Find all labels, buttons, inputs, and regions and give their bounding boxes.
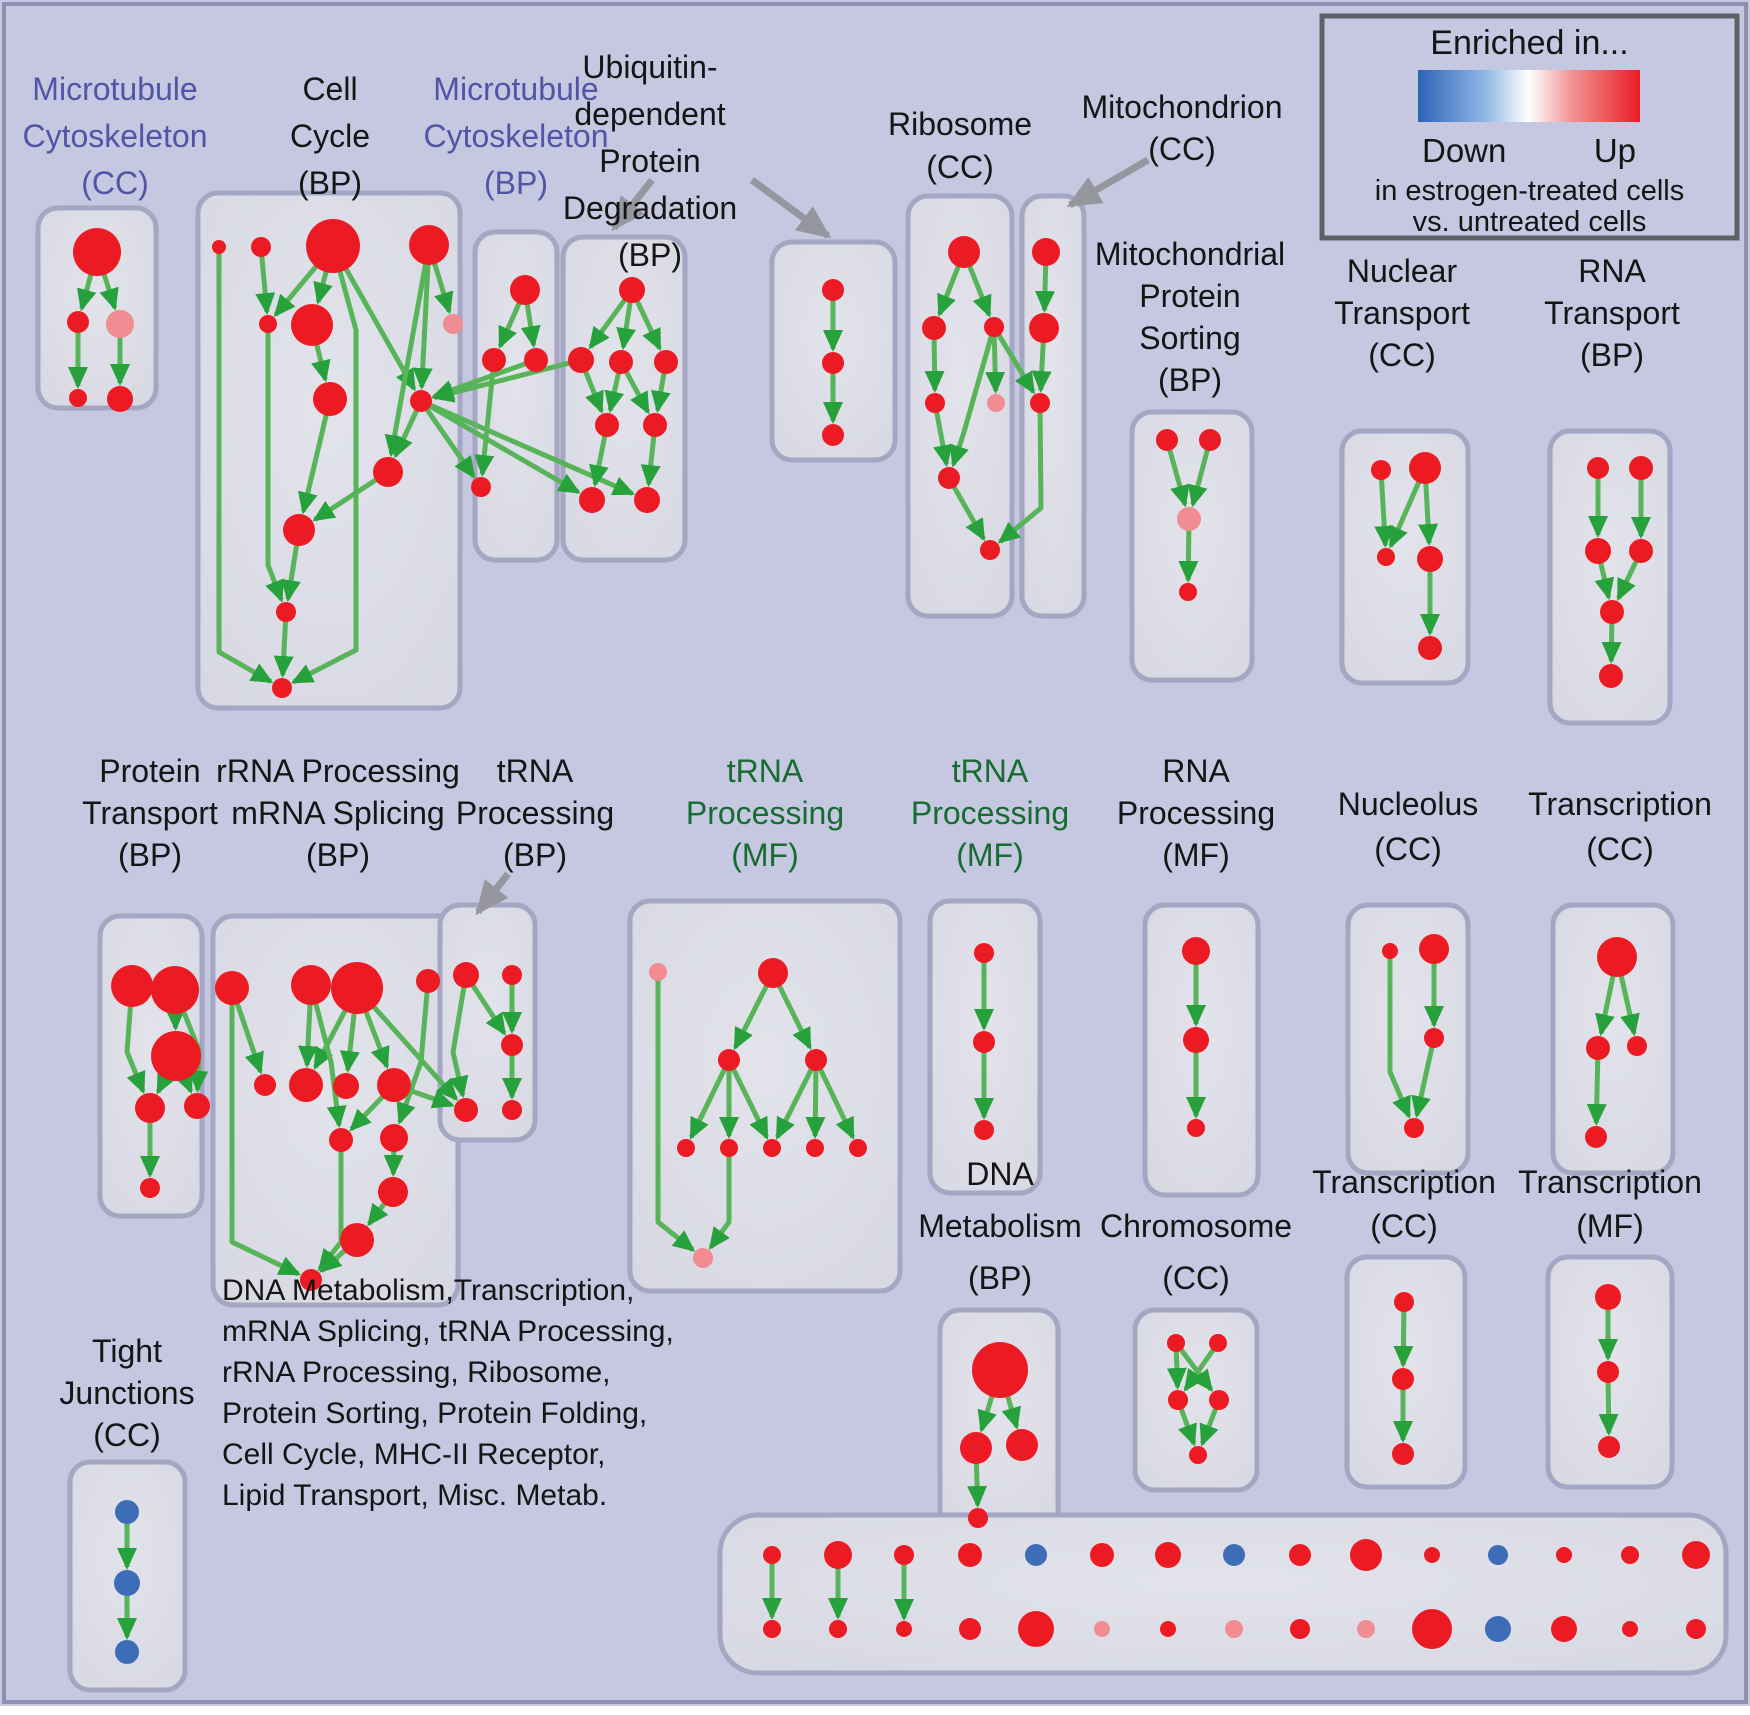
node-u2b [822, 352, 844, 374]
node-cc3 [306, 219, 360, 273]
node-mt2 [1029, 313, 1059, 343]
node-cc6 [291, 304, 333, 346]
edge-mt2-mt3 [1041, 342, 1044, 390]
node-mt1 [1032, 238, 1060, 266]
node-nt2 [1409, 452, 1441, 484]
group-label-transcription-mf-line1: (MF) [1576, 1208, 1644, 1244]
group-label-transcription-cc-upper-line0: Transcription [1528, 786, 1712, 822]
node-st9 [1289, 1544, 1311, 1566]
group-label-mitochondrial-protein-sorting-bp-line2: Sorting [1139, 320, 1241, 356]
group-label-ribosome-cc-line1: (CC) [926, 149, 994, 185]
node-st6 [1090, 1543, 1114, 1567]
group-label-mitochondrion-cc-line0: Mitochondrion [1081, 89, 1283, 125]
misc-category-text-line5: Lipid Transport, Misc. Metab. [222, 1479, 608, 1512]
node-p [380, 1124, 408, 1152]
edge-tm2-tm3 [1608, 1382, 1609, 1433]
node-ubm1 [568, 347, 594, 373]
legend-gradient-bar [1418, 70, 1640, 122]
group-label-tight-junctions-cc-line1: Junctions [59, 1375, 195, 1411]
edge-mf3-mfb4 [815, 1070, 816, 1136]
group-label-dna-metabolism-bp-line1: Metabolism [918, 1208, 1082, 1244]
node-u2a [822, 279, 844, 301]
legend-subtitle-line1: in estrogen-treated cells [1374, 175, 1685, 207]
node-tb3 [501, 1034, 523, 1056]
node-ch4 [1209, 1390, 1229, 1410]
node-cc9 [410, 390, 432, 412]
node-ubb1 [579, 487, 605, 513]
group-label-rna-transport-bp-line0: RNA [1578, 253, 1646, 289]
node-cc7 [443, 314, 463, 334]
node-sb4 [959, 1618, 981, 1640]
node-tj2 [114, 1570, 140, 1596]
node-sb14 [1622, 1621, 1638, 1637]
node-st7 [1155, 1542, 1181, 1568]
node-st10 [1350, 1539, 1382, 1571]
node-l [289, 1068, 323, 1102]
node-sb9 [1290, 1619, 1310, 1639]
node-h [291, 965, 331, 1005]
group-label-ubiquitin-degradation-bp-1-line1: dependent [574, 96, 726, 132]
node-nu3 [1424, 1028, 1444, 1048]
node-st15 [1682, 1541, 1710, 1569]
node-pt6 [140, 1178, 160, 1198]
node-nt1 [1371, 460, 1391, 480]
group-label-rna-transport-bp-line1: Transport [1544, 295, 1680, 331]
node-rb6 [938, 467, 960, 489]
node-sb3 [896, 1621, 912, 1637]
node-ubb2 [634, 487, 660, 513]
node-i [331, 962, 383, 1014]
node-tb5 [502, 1100, 522, 1120]
node-dm3 [1006, 1429, 1038, 1461]
node-rp2 [1183, 1027, 1209, 1053]
node-tcb2 [1392, 1368, 1414, 1390]
group-label-microtubule-cytoskeleton-cc-line2: (CC) [81, 165, 149, 201]
node-st8 [1223, 1544, 1245, 1566]
group-label-rna-processing-mf-line0: RNA [1162, 753, 1230, 789]
node-cc8 [313, 382, 347, 416]
node-dm1 [972, 1342, 1028, 1398]
node-ch1 [1167, 1334, 1185, 1352]
group-label-mitochondrial-protein-sorting-bp-line1: Protein [1139, 278, 1241, 314]
node-o [329, 1128, 353, 1152]
node-q [378, 1177, 408, 1207]
node-tj1 [115, 1500, 139, 1524]
node-sb12 [1485, 1616, 1511, 1642]
group-label-ubiquitin-degradation-bp-1-line2: Protein [599, 143, 701, 179]
node-mc2 [67, 311, 89, 333]
group-label-transcription-cc-upper-line1: (CC) [1586, 831, 1654, 867]
legend-down-label: Down [1422, 132, 1507, 169]
edge-mt1-mt2 [1044, 265, 1045, 310]
node-tcb1 [1394, 1292, 1414, 1312]
node-mc1 [73, 228, 121, 276]
node-sb10 [1357, 1620, 1375, 1638]
node-ms2 [973, 1031, 995, 1053]
edge-dm2-dm4 [976, 1463, 977, 1505]
misc-category-text-line1: mRNA Splicing, tRNA Processing, [222, 1315, 674, 1348]
group-label-chromosome-cc-line0: Chromosome [1099, 1208, 1293, 1244]
node-pt3 [151, 1031, 201, 1081]
node-mp1 [1156, 429, 1178, 451]
node-dm4 [968, 1508, 988, 1528]
node-tb1 [453, 962, 479, 988]
misc-category-text-line3: Protein Sorting, Protein Folding, [222, 1397, 648, 1430]
node-mt3 [1030, 393, 1050, 413]
group-label-rna-processing-mf-line1: Processing [1116, 795, 1276, 831]
node-j [416, 969, 440, 993]
group-label-transcription-cc-lower-line1: (CC) [1370, 1208, 1438, 1244]
node-st4 [958, 1543, 982, 1567]
node-mb4 [471, 477, 491, 497]
misc-category-text-line2: rRNA Processing, Ribosome, [222, 1356, 611, 1389]
node-nu4 [1404, 1118, 1424, 1138]
edge-ch1-ch3 [1176, 1351, 1177, 1387]
group-box-misc-strip [720, 1515, 1726, 1673]
edge-mp3-mp4 [1188, 530, 1189, 580]
node-tcb3 [1392, 1443, 1414, 1465]
group-label-nucleolus-cc-line1: (CC) [1374, 831, 1442, 867]
node-cc10 [373, 457, 403, 487]
group-label-protein-transport-bp-line1: Transport [82, 795, 218, 831]
node-ubm2 [609, 350, 633, 374]
group-label-ubiquitin-degradation-bp-1-line4: (BP) [618, 237, 682, 273]
node-sb11 [1412, 1609, 1452, 1649]
node-cc13 [272, 678, 292, 698]
group-label-trna-processing-mf-large-line1: Processing [685, 795, 845, 831]
node-tj3 [115, 1640, 139, 1664]
group-label-mitochondrion-cc-line1: (CC) [1148, 131, 1216, 167]
node-r [340, 1223, 374, 1257]
group-label-ubiquitin-degradation-bp-1-line3: Degradation [562, 190, 738, 226]
node-cc2 [251, 237, 271, 257]
group-label-nuclear-transport-cc-line0: Nuclear [1346, 253, 1458, 289]
node-m [333, 1073, 359, 1099]
group-label-rrna-processing-mrna-splicing-bp-line1: mRNA Splicing [231, 795, 445, 831]
node-mfp2 [693, 1248, 713, 1268]
node-st2 [824, 1541, 852, 1569]
node-rb2 [922, 316, 946, 340]
group-label-dna-metabolism-bp-line2: (BP) [968, 1260, 1032, 1296]
node-mc4 [69, 389, 87, 407]
node-rb3 [984, 317, 1004, 337]
group-label-nuclear-transport-cc-line2: (CC) [1368, 337, 1436, 373]
node-rb4 [925, 393, 945, 413]
node-rb7 [980, 540, 1000, 560]
group-label-rrna-processing-mrna-splicing-bp-line2: (BP) [306, 837, 370, 873]
node-mfb4 [806, 1139, 824, 1157]
group-label-trna-processing-mf-small-line1: Processing [910, 795, 1070, 831]
node-mp2 [1199, 429, 1221, 451]
node-mf1 [758, 958, 788, 988]
group-label-microtubule-cytoskeleton-bp-line2: (BP) [484, 165, 548, 201]
node-ch3 [1168, 1390, 1188, 1410]
node-cc5 [259, 315, 277, 333]
node-rt5 [1600, 600, 1624, 624]
group-label-protein-transport-bp-line2: (BP) [118, 837, 182, 873]
group-box-trna-processing-bp [440, 905, 535, 1140]
edge-nt2-nt4 [1426, 483, 1429, 543]
node-rt4 [1629, 539, 1653, 563]
node-mp4 [1179, 583, 1197, 601]
node-rb1 [948, 236, 980, 268]
node-sb7 [1160, 1621, 1176, 1637]
node-pt1 [111, 965, 153, 1007]
node-mb3 [524, 348, 548, 372]
node-sb8 [1225, 1620, 1243, 1638]
node-dm2 [960, 1432, 992, 1464]
group-label-ubiquitin-degradation-bp-1-line0: Ubiquitin- [582, 49, 718, 85]
edge-tc2-tc4 [1596, 1059, 1597, 1123]
group-label-cell-cycle-bp-line0: Cell [302, 71, 358, 107]
legend-subtitle-line2: vs. untreated cells [1412, 206, 1647, 238]
node-st12 [1488, 1545, 1508, 1565]
node-nt3 [1377, 548, 1395, 566]
node-tm1 [1595, 1284, 1621, 1310]
node-cc4 [409, 225, 449, 265]
group-label-microtubule-cytoskeleton-cc-line1: Cytoskeleton [22, 118, 208, 154]
node-sb6 [1094, 1621, 1110, 1637]
misc-category-text-line0: DNA Metabolism,Transcription, [222, 1274, 635, 1307]
group-label-trna-processing-mf-large-line0: tRNA [726, 753, 804, 789]
node-rp1 [1182, 937, 1210, 965]
group-label-trna-processing-bp-line2: (BP) [503, 837, 567, 873]
node-ch2 [1209, 1334, 1227, 1352]
node-mf2 [718, 1049, 740, 1071]
node-pt2 [151, 966, 199, 1014]
node-sb2 [829, 1620, 847, 1638]
node-sb13 [1551, 1616, 1577, 1642]
group-label-chromosome-cc-line1: (CC) [1162, 1260, 1230, 1296]
edge-rt5-rt6 [1611, 623, 1612, 661]
node-ubl1 [595, 413, 619, 437]
node-st3 [894, 1545, 914, 1565]
group-label-microtubule-cytoskeleton-cc-line0: Microtubule [32, 71, 198, 107]
node-sb15 [1686, 1619, 1706, 1639]
group-label-microtubule-cytoskeleton-bp-line0: Microtubule [433, 71, 599, 107]
node-nt5 [1418, 636, 1442, 660]
node-rb5 [987, 394, 1005, 412]
node-rt6 [1599, 664, 1623, 688]
group-label-cell-cycle-bp-line2: (BP) [298, 165, 362, 201]
edge-h-l [307, 1004, 310, 1065]
node-cc12 [276, 602, 296, 622]
node-cc11 [283, 514, 315, 546]
node-tb4 [454, 1098, 478, 1122]
node-u2c [822, 424, 844, 446]
node-mb1 [510, 275, 540, 305]
node-pt5 [184, 1093, 210, 1119]
group-box-mitochondrial-protein-sorting-bp [1132, 412, 1252, 680]
group-label-ribosome-cc-line0: Ribosome [887, 106, 1033, 142]
node-sb1 [763, 1620, 781, 1638]
node-st5 [1025, 1544, 1047, 1566]
node-mfb1 [677, 1139, 695, 1157]
node-mfp1 [649, 963, 667, 981]
group-label-rna-processing-mf-line2: (MF) [1162, 837, 1230, 873]
node-mc3 [106, 310, 134, 338]
node-mc5 [107, 386, 133, 412]
node-nt4 [1417, 546, 1443, 572]
node-mp3 [1177, 507, 1201, 531]
node-k [254, 1074, 276, 1096]
node-nu1 [1382, 943, 1398, 959]
group-label-mitochondrial-protein-sorting-bp-line0: Mitochondrial [1094, 236, 1286, 272]
group-label-nucleolus-cc-line0: Nucleolus [1337, 786, 1479, 822]
edge-tcb1-tcb2 [1403, 1311, 1404, 1365]
group-label-trna-processing-mf-small-line2: (MF) [956, 837, 1024, 873]
group-label-transcription-cc-lower-line0: Transcription [1312, 1164, 1496, 1200]
node-mfb2 [720, 1139, 738, 1157]
group-label-nuclear-transport-cc-line1: Transport [1334, 295, 1470, 331]
node-mfb5 [849, 1139, 867, 1157]
node-ubm3 [654, 350, 678, 374]
group-label-trna-processing-mf-small-line0: tRNA [951, 753, 1029, 789]
node-g [215, 971, 249, 1005]
node-ub1 [619, 277, 645, 303]
group-label-tight-junctions-cc-line2: (CC) [93, 1417, 161, 1453]
group-label-cell-cycle-bp-line1: Cycle [289, 118, 371, 154]
node-nu2 [1419, 934, 1449, 964]
node-st11 [1424, 1547, 1440, 1563]
node-ms1 [974, 943, 994, 963]
node-rt3 [1585, 538, 1611, 564]
node-rt2 [1629, 456, 1653, 480]
group-label-trna-processing-mf-large-line2: (MF) [731, 837, 799, 873]
legend-up-label: Up [1593, 132, 1636, 169]
group-label-rrna-processing-mrna-splicing-bp-line0: rRNA Processing [216, 753, 460, 789]
node-ms3 [974, 1120, 994, 1140]
node-tb2 [502, 965, 522, 985]
node-tm3 [1598, 1436, 1620, 1458]
node-ubl2 [643, 413, 667, 437]
node-st14 [1621, 1546, 1639, 1564]
group-label-protein-transport-bp-line0: Protein [99, 753, 201, 789]
legend-title: Enriched in... [1430, 24, 1629, 62]
group-label-mitochondrial-protein-sorting-bp-line3: (BP) [1158, 362, 1222, 398]
group-label-rna-transport-bp-line2: (BP) [1580, 337, 1644, 373]
node-mb2 [482, 348, 506, 372]
node-st1 [763, 1546, 781, 1564]
group-label-microtubule-cytoskeleton-bp-line1: Cytoskeleton [423, 118, 609, 154]
node-tc2 [1586, 1036, 1610, 1060]
node-rt1 [1587, 457, 1609, 479]
node-mf3 [805, 1049, 827, 1071]
group-label-transcription-mf-line0: Transcription [1518, 1164, 1702, 1200]
node-mfb3 [763, 1139, 781, 1157]
group-label-tight-junctions-cc-line0: Tight [92, 1333, 162, 1369]
node-sb5 [1018, 1611, 1054, 1647]
node-st13 [1556, 1547, 1572, 1563]
node-tc4 [1585, 1126, 1607, 1148]
node-tc1 [1597, 937, 1637, 977]
node-rp3 [1187, 1119, 1205, 1137]
edge-cc12-cc13 [283, 621, 286, 675]
group-label-dna-metabolism-bp-line0: DNA [966, 1156, 1034, 1192]
misc-category-text-line4: Cell Cycle, MHC-II Receptor, [222, 1438, 606, 1471]
group-label-trna-processing-bp-line0: tRNA [496, 753, 574, 789]
node-tc3 [1627, 1036, 1647, 1056]
node-cc1 [212, 240, 226, 254]
edge-rb3-rb5 [994, 336, 995, 391]
group-label-trna-processing-bp-line1: Processing [455, 795, 615, 831]
group-box-nuclear-transport-cc [1342, 431, 1468, 683]
node-n [377, 1068, 411, 1102]
node-ch5 [1189, 1446, 1207, 1464]
node-tm2 [1597, 1361, 1619, 1383]
node-pt4 [135, 1093, 165, 1123]
edge-rb2-rb4 [934, 339, 935, 390]
